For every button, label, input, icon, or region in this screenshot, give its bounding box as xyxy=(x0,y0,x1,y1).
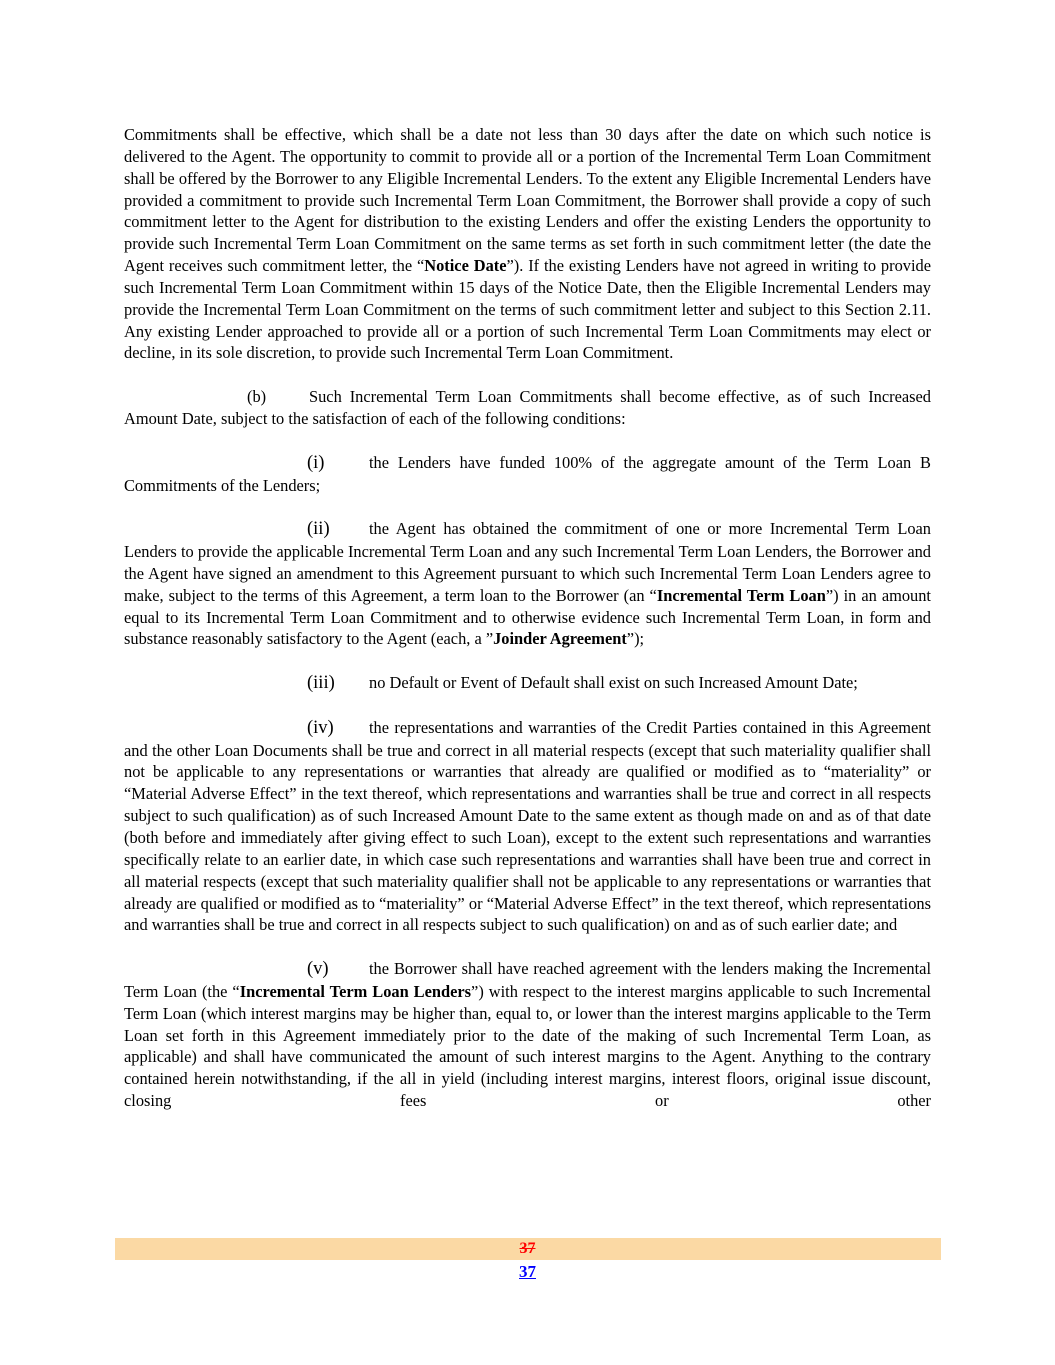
clause-label-i: (i) xyxy=(307,452,325,473)
clause-label-ii: (ii) xyxy=(307,519,330,540)
paragraph-b: (b) Such Incremental Term Loan Commitments shall become effective, as of such Increased Amount Date, subject to the satisfaction of each of the following conditions: xyxy=(124,387,931,428)
clause-label-iii: (iii) xyxy=(307,673,335,694)
condition-v: (v) the Borrower shall have reached agreement with the lenders making the Incremental Term Loan (the “Incremental Term Loan Lenders”) with respect to the interest margins applicable to such Incremental Term Loan (which interest margins may be higher than, equal to, or lower than the interest margins applicable to the Term Loan set forth in this Agreement immediately prior to the date of the making of such Incremental Term Loan, as applicable) and shall have communicated the amount of such interest margins to the Agent. Anything to the contrary contained herein notwithstanding, if the all in yield (including interest margins, interest floors, original issue discount, closing fees or other xyxy=(124,959,931,1111)
page-number-inserted[interactable]: 37 xyxy=(519,1262,536,1281)
paragraph-notice-date: Commitments shall be effective, which shall be a date not less than 30 days after the date on which such notice is delivered to the Agent. The opportunity to commit to provide all or a portion of the Incremental Term Loan Commitment shall be offered by the Borrower to any Eligible Incremental Lenders. To the extent any Eligible Incremental Lenders have provided a commitment to provide such Incremental Term Loan Commitment, the Borrower shall provide a copy of such commitment letter to the Agent for distribution to the existing Lenders and offer the existing Lenders the opportunity to provide such Incremental Term Loan Commitment on the same terms as set forth in such commitment letter (the date the Agent receives such commitment letter, the “Notice Date”). If the existing Lenders have not agreed in writing to provide such Incremental Term Loan Commitment within 15 days of the Notice Date, then the Eligible Incremental Lenders may provide the Incremental Term Loan Commitment on the terms of such commitment letter and subject to this Section 2.11. Any existing Lender approached to provide all or a portion of such Incremental Term Loan Commitments may elect or decline, in its sole discretion, to provide such Incremental Term Loan Commitment. xyxy=(124,125,931,363)
defined-term-notice-date: Notice Date xyxy=(424,256,507,276)
defined-term-incremental-term-loan-lenders: Incremental Term Loan Lenders xyxy=(239,981,472,1001)
condition-iv: (iv) the representations and warranties of the Credit Parties contained in this Agreement and the other Loan Documents shall be true and correct in all material respects (except that such materiality qualifier shall not be applicable to any representations or warranties that already are qualified or modified as to “materiality” or “Material Adverse Effect” in the text thereof, which representations and warranties shall be true and correct in all respects subject to such qualification) as of such Increased Amount Date to the same extent as though made on and as of that date (both before and immediately after giving effect to such Loan), except to the extent such representations and warranties specifically relate to an earlier date, in which case such representations and warranties shall have been true and correct in all material respects (except that such materiality qualifier shall not be applicable to any representations or warranties that already are qualified or modified as to “materiality” or “Material Adverse Effect” in the text thereof, which representations and warranties shall be true and correct in all respects subject to such qualification) on and as of such earlier date; and xyxy=(124,717,931,935)
page-number-deleted: 37 xyxy=(519,1240,536,1257)
document-body xyxy=(124,124,931,1112)
clause-label-b: (b) xyxy=(247,387,267,407)
defined-term-joinder-agreement: Joinder Agreement xyxy=(493,629,627,649)
clause-label-iv: (iv) xyxy=(307,717,334,738)
clause-label-v: (v) xyxy=(307,959,329,980)
condition-iii: (iii) no Default or Event of Default shall exist on such Increased Amount Date; xyxy=(307,673,858,694)
condition-ii: (ii) the Agent has obtained the commitment of one or more Incremental Term Loan Lenders to provide the applicable Incremental Term Loan and any such Incremental Term Loan Lenders, the Borrower and the Agent have signed an amendment to this Agreement pursuant to which such Incremental Term Loan Lenders agree to make, subject to the terms of this Agreement, a term loan to the Borrower (an “Incremental Term Loan”) in an amount equal to its Incremental Term Loan Commitment and to otherwise evidence such Incremental Term Loan, in form and substance reasonably satisfactory to the Agent (each, a ”Joinder Agreement”); xyxy=(124,519,931,649)
condition-i: (i) the Lenders have funded 100% of the aggregate amount of the Term Loan B Commitments of the Lenders; xyxy=(124,452,931,495)
defined-term-incremental-term-loan: Incremental Term Loan xyxy=(656,585,826,605)
